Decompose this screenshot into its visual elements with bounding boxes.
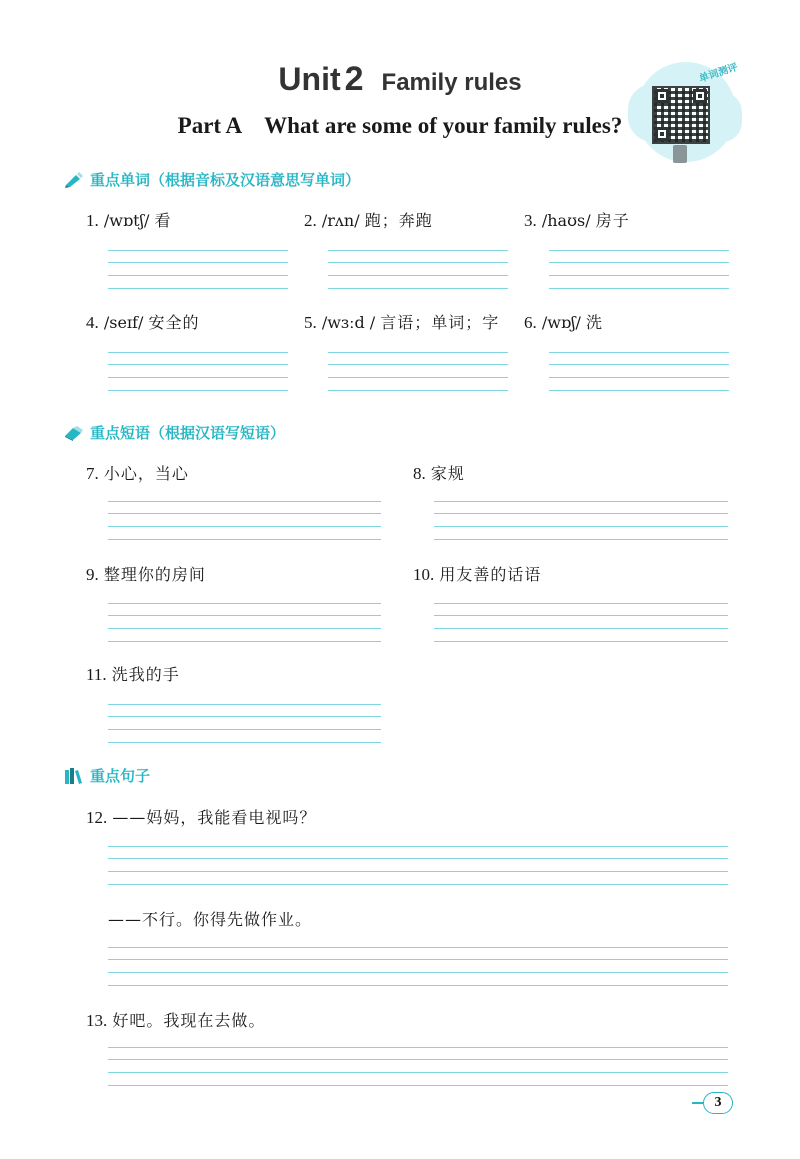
sentence-item-13: 13. 好吧。我现在去做。 (86, 1011, 266, 1030)
unit-name: Family rules (381, 69, 522, 96)
answer-lines-sentence-13[interactable] (108, 1047, 728, 1087)
answer-lines-phrase-11[interactable] (108, 704, 381, 744)
answer-lines-sentence-12a[interactable] (108, 846, 728, 886)
section-phrases-title: 重点短语（根据汉语写短语） (90, 424, 286, 442)
answer-lines-phrase-10[interactable] (434, 603, 728, 643)
answer-lines-word-5[interactable] (328, 352, 508, 392)
phrase-item-8: 8. 家规 (413, 464, 465, 483)
section-sentences-title: 重点句子 (90, 767, 151, 785)
section-sentences-header (64, 765, 150, 786)
qr-label: 单词测评 (697, 61, 740, 85)
phrase-item-7: 7. 小心，当心 (86, 464, 189, 483)
phrase-item-9: 9. 整理你的房间 (86, 565, 206, 584)
page-number: 3 (703, 1092, 733, 1114)
answer-lines-sentence-12b[interactable] (108, 947, 728, 987)
pencil-icon (64, 172, 84, 188)
part-label: Part A (177, 113, 243, 138)
eraser-icon (64, 425, 84, 441)
answer-lines-word-6[interactable] (549, 352, 729, 392)
part-question: What are some of your family rules? (264, 113, 623, 138)
sentence-item-12: 12. ——妈妈，我能看电视吗？ (86, 808, 317, 827)
phrase-item-11: 11. 洗我的手 (86, 665, 180, 684)
section-phrases-header (64, 422, 285, 443)
word-item-1: 1. /wɒtʃ/ 看 (86, 211, 172, 230)
answer-lines-word-1[interactable] (108, 250, 288, 290)
answer-lines-phrase-8[interactable] (434, 501, 728, 541)
answer-lines-word-3[interactable] (549, 250, 729, 290)
answer-lines-phrase-9[interactable] (108, 603, 381, 643)
unit-number: 2 (344, 60, 364, 98)
section-words-title: 重点单词（根据音标及汉语意思写单词） (90, 171, 361, 189)
section-words-header (64, 169, 360, 190)
answer-lines-phrase-7[interactable] (108, 501, 381, 541)
phrase-item-10: 10. 用友善的话语 (413, 565, 542, 584)
word-item-5: 5. /wɜːd / 言语；单词；字 (304, 313, 500, 332)
qr-code[interactable] (652, 86, 710, 144)
word-item-4: 4. /seɪf/ 安全的 (86, 313, 200, 332)
answer-lines-word-4[interactable] (108, 352, 288, 392)
word-item-6: 6. /wɒʃ/ 洗 (524, 313, 604, 332)
word-item-2: 2. /rʌn/ 跑；奔跑 (304, 211, 433, 230)
sentence-item-12-reply: ——不行。你得先做作业。 (108, 910, 313, 929)
word-item-3: 3. /haʊs/ 房子 (524, 211, 630, 230)
unit-label: Unit (278, 61, 341, 97)
qr-tree-trunk (673, 145, 687, 163)
answer-lines-word-2[interactable] (328, 250, 508, 290)
books-icon (64, 768, 84, 784)
